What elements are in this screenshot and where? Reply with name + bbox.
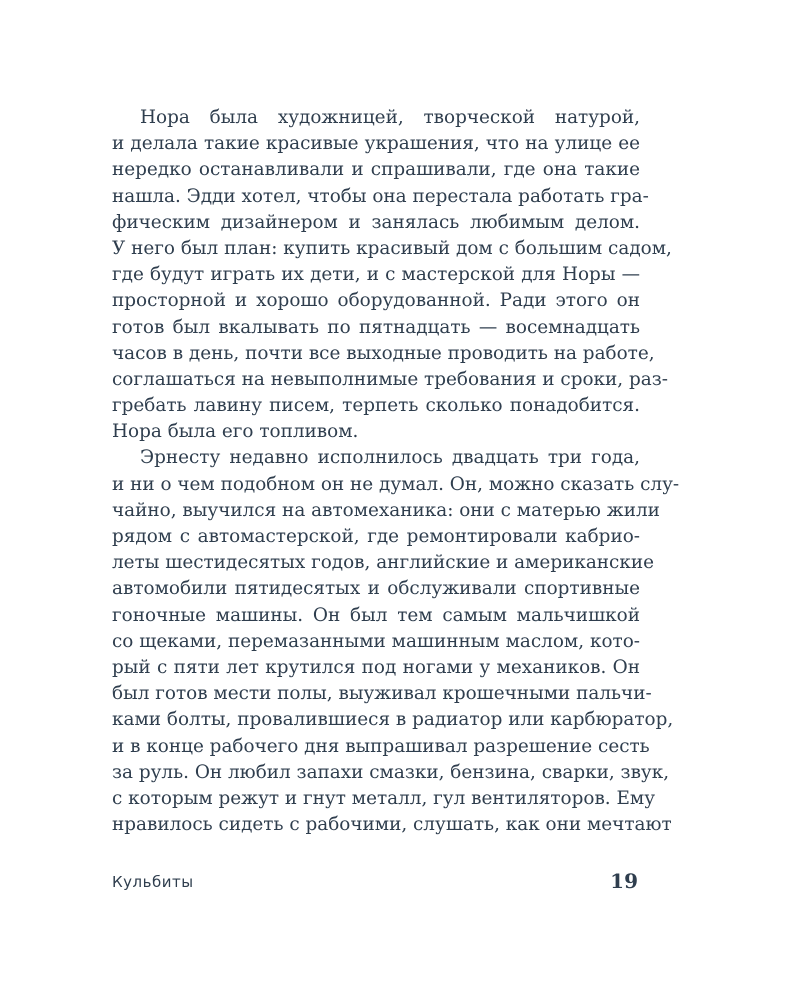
text-line: чайно, выучился на автомеханика: они с матерью жили: [112, 499, 660, 521]
text-line: со щеками, перемазанными машинным маслом, кото-: [112, 630, 640, 652]
text-line: с которым режут и гнут металл, гул вентиляторов. Ему: [112, 787, 656, 809]
text-line: автомобили пятидесятых и обслуживали спортивные: [112, 578, 640, 600]
text-line: был готов мести полы, выуживал крошечными пальчи-: [112, 683, 652, 705]
text-line: где будут играть их дети, и с мастерской для Норы —: [112, 264, 640, 286]
text-line: рядом с автомастерской, где ремонтировали кабрио-: [112, 526, 640, 547]
text-line: У него был план: купить красивый дом с большим садом,: [112, 237, 672, 259]
text-line: и ни о чем подобном он не думал. Он, можно сказать слу-: [112, 473, 680, 495]
text-line: нередко останавливали и спрашивали, где она такие: [112, 159, 640, 181]
body-text: [112, 105, 680, 838]
text-line: гребать лавину писем, терпеть сколько понадобится.: [112, 395, 640, 417]
running-title: Кульбиты: [112, 873, 194, 891]
text-line: и в конце рабочего дня выпрашивал разрешение сесть: [112, 735, 650, 757]
text-line: нравилось сидеть с рабочими, слушать, как они мечтают: [112, 814, 672, 836]
text-line: Эрнесту недавно исполнилось двадцать три года,: [140, 447, 640, 469]
text-line: фическим дизайнером и занялась любимым делом.: [112, 211, 640, 233]
text-line: леты шестидесятых годов, английские и американские: [112, 552, 654, 574]
text-line: и делала такие красивые украшения, что на улице ее: [112, 133, 640, 155]
text-line: рый с пяти лет крутился под ногами у механиков. Он: [112, 656, 640, 678]
text-line: просторной и хорошо оборудованной. Ради этого он: [112, 290, 640, 312]
text-line: Нора была художницей, творческой натурой,: [140, 107, 640, 128]
text-line: часов в день, почти все выходные проводить на работе,: [112, 342, 655, 364]
text-line: ками болты, провалившиеся в радиатор или карбюратор,: [112, 709, 674, 731]
page-number: 19: [610, 869, 638, 893]
text-line: соглашаться на невыполнимые требования и сроки, раз-: [112, 368, 668, 390]
text-line: Нора была его топливом.: [112, 421, 359, 443]
text-line: готов был вкалывать по пятнадцать — восемнадцать: [112, 316, 640, 338]
text-line: за руль. Он любил запахи смазки, бензина, сварки, звук,: [112, 761, 670, 783]
text-line: нашла. Эдди хотел, чтобы она перестала работать гра-: [112, 185, 649, 207]
text-line: гоночные машины. Он был тем самым мальчишкой: [112, 604, 640, 626]
